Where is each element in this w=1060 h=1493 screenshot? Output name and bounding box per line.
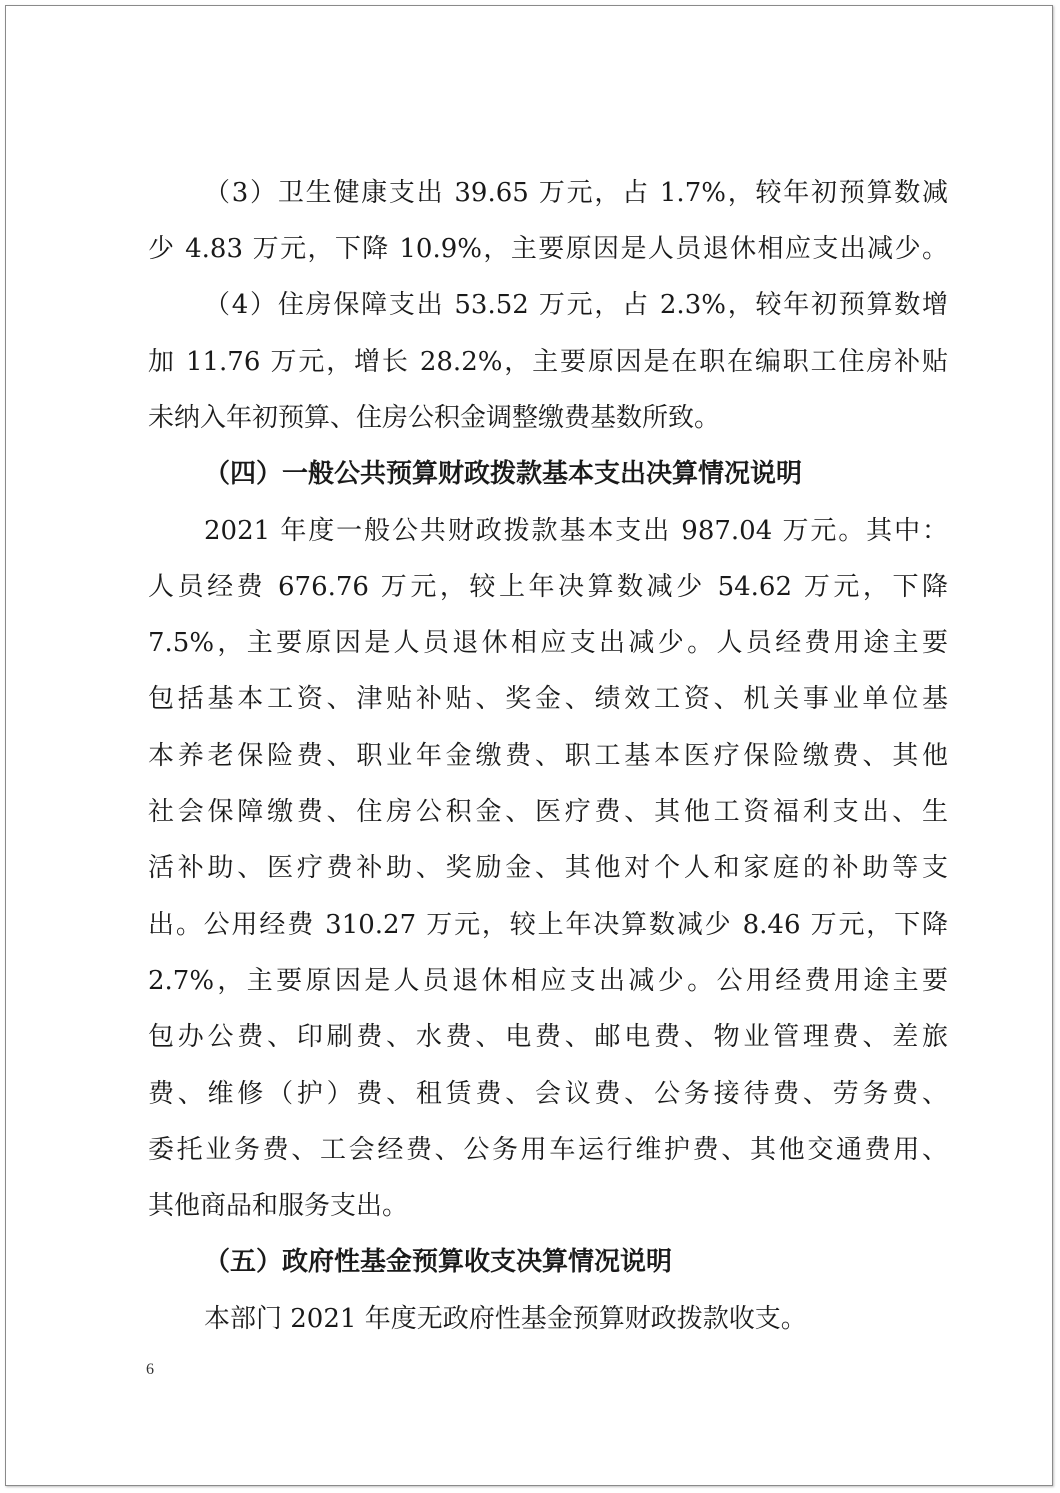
paragraph-basic-expense-line-1: 2021 年度一般公共财政拨款基本支出 987.04 万元。其中： (204, 516, 948, 546)
paragraph-basic-expense-line-12: 委托业务费、工会经费、公务用车运行维护费、其他交通费用、 (148, 1135, 948, 1165)
paragraph-housing-line-1: （4）住房保障支出 53.52 万元，占 2.3%，较年初预算数增 (204, 290, 948, 320)
paragraph-health-line-2: 少 4.83 万元，下降 10.9%，主要原因是人员退休相应支出减少。 (148, 234, 948, 264)
paragraph-basic-expense-line-5: 本养老保险费、职业年金缴费、职工基本医疗保险缴费、其他 (148, 741, 948, 771)
paragraph-basic-expense-line-8: 出。公用经费 310.27 万元，较上年决算数减少 8.46 万元，下降 (148, 910, 948, 940)
section-heading-5: （五）政府性基金预算收支决算情况说明 (204, 1247, 673, 1277)
paragraph-housing-line-3: 未纳入年初预算、住房公积金调整缴费基数所致。 (148, 403, 721, 433)
paragraph-basic-expense-line-13: 其他商品和服务支出。 (148, 1191, 409, 1221)
paragraph-basic-expense-line-3: 7.5%，主要原因是人员退休相应支出减少。人员经费用途主要 (148, 628, 948, 658)
paragraph-basic-expense-line-2: 人员经费 676.76 万元，较上年决算数减少 54.62 万元，下降 (148, 572, 948, 602)
paragraph-basic-expense-line-11: 费、维修（护）费、租赁费、会议费、公务接待费、劳务费、 (148, 1079, 948, 1109)
paragraph-fund-budget: 本部门 2021 年度无政府性基金预算财政拨款收支。 (204, 1304, 807, 1334)
paragraph-health-line-1: （3）卫生健康支出 39.65 万元，占 1.7%，较年初预算数减 (204, 178, 948, 208)
paragraph-basic-expense-line-9: 2.7%，主要原因是人员退休相应支出减少。公用经费用途主要 (148, 966, 948, 996)
paragraph-basic-expense-line-7: 活补助、医疗费补助、奖励金、其他对个人和家庭的补助等支 (148, 853, 948, 883)
paragraph-basic-expense-line-10: 包办公费、印刷费、水费、电费、邮电费、物业管理费、差旅 (148, 1022, 948, 1052)
paragraph-basic-expense-line-6: 社会保障缴费、住房公积金、医疗费、其他工资福利支出、生 (148, 797, 948, 827)
paragraph-housing-line-2: 加 11.76 万元，增长 28.2%，主要原因是在职在编职工住房补贴 (148, 347, 948, 377)
section-heading-4: （四）一般公共预算财政拨款基本支出决算情况说明 (204, 459, 803, 489)
paragraph-basic-expense-line-4: 包括基本工资、津贴补贴、奖金、绩效工资、机关事业单位基 (148, 684, 948, 714)
page-number: 6 (146, 1361, 154, 1378)
